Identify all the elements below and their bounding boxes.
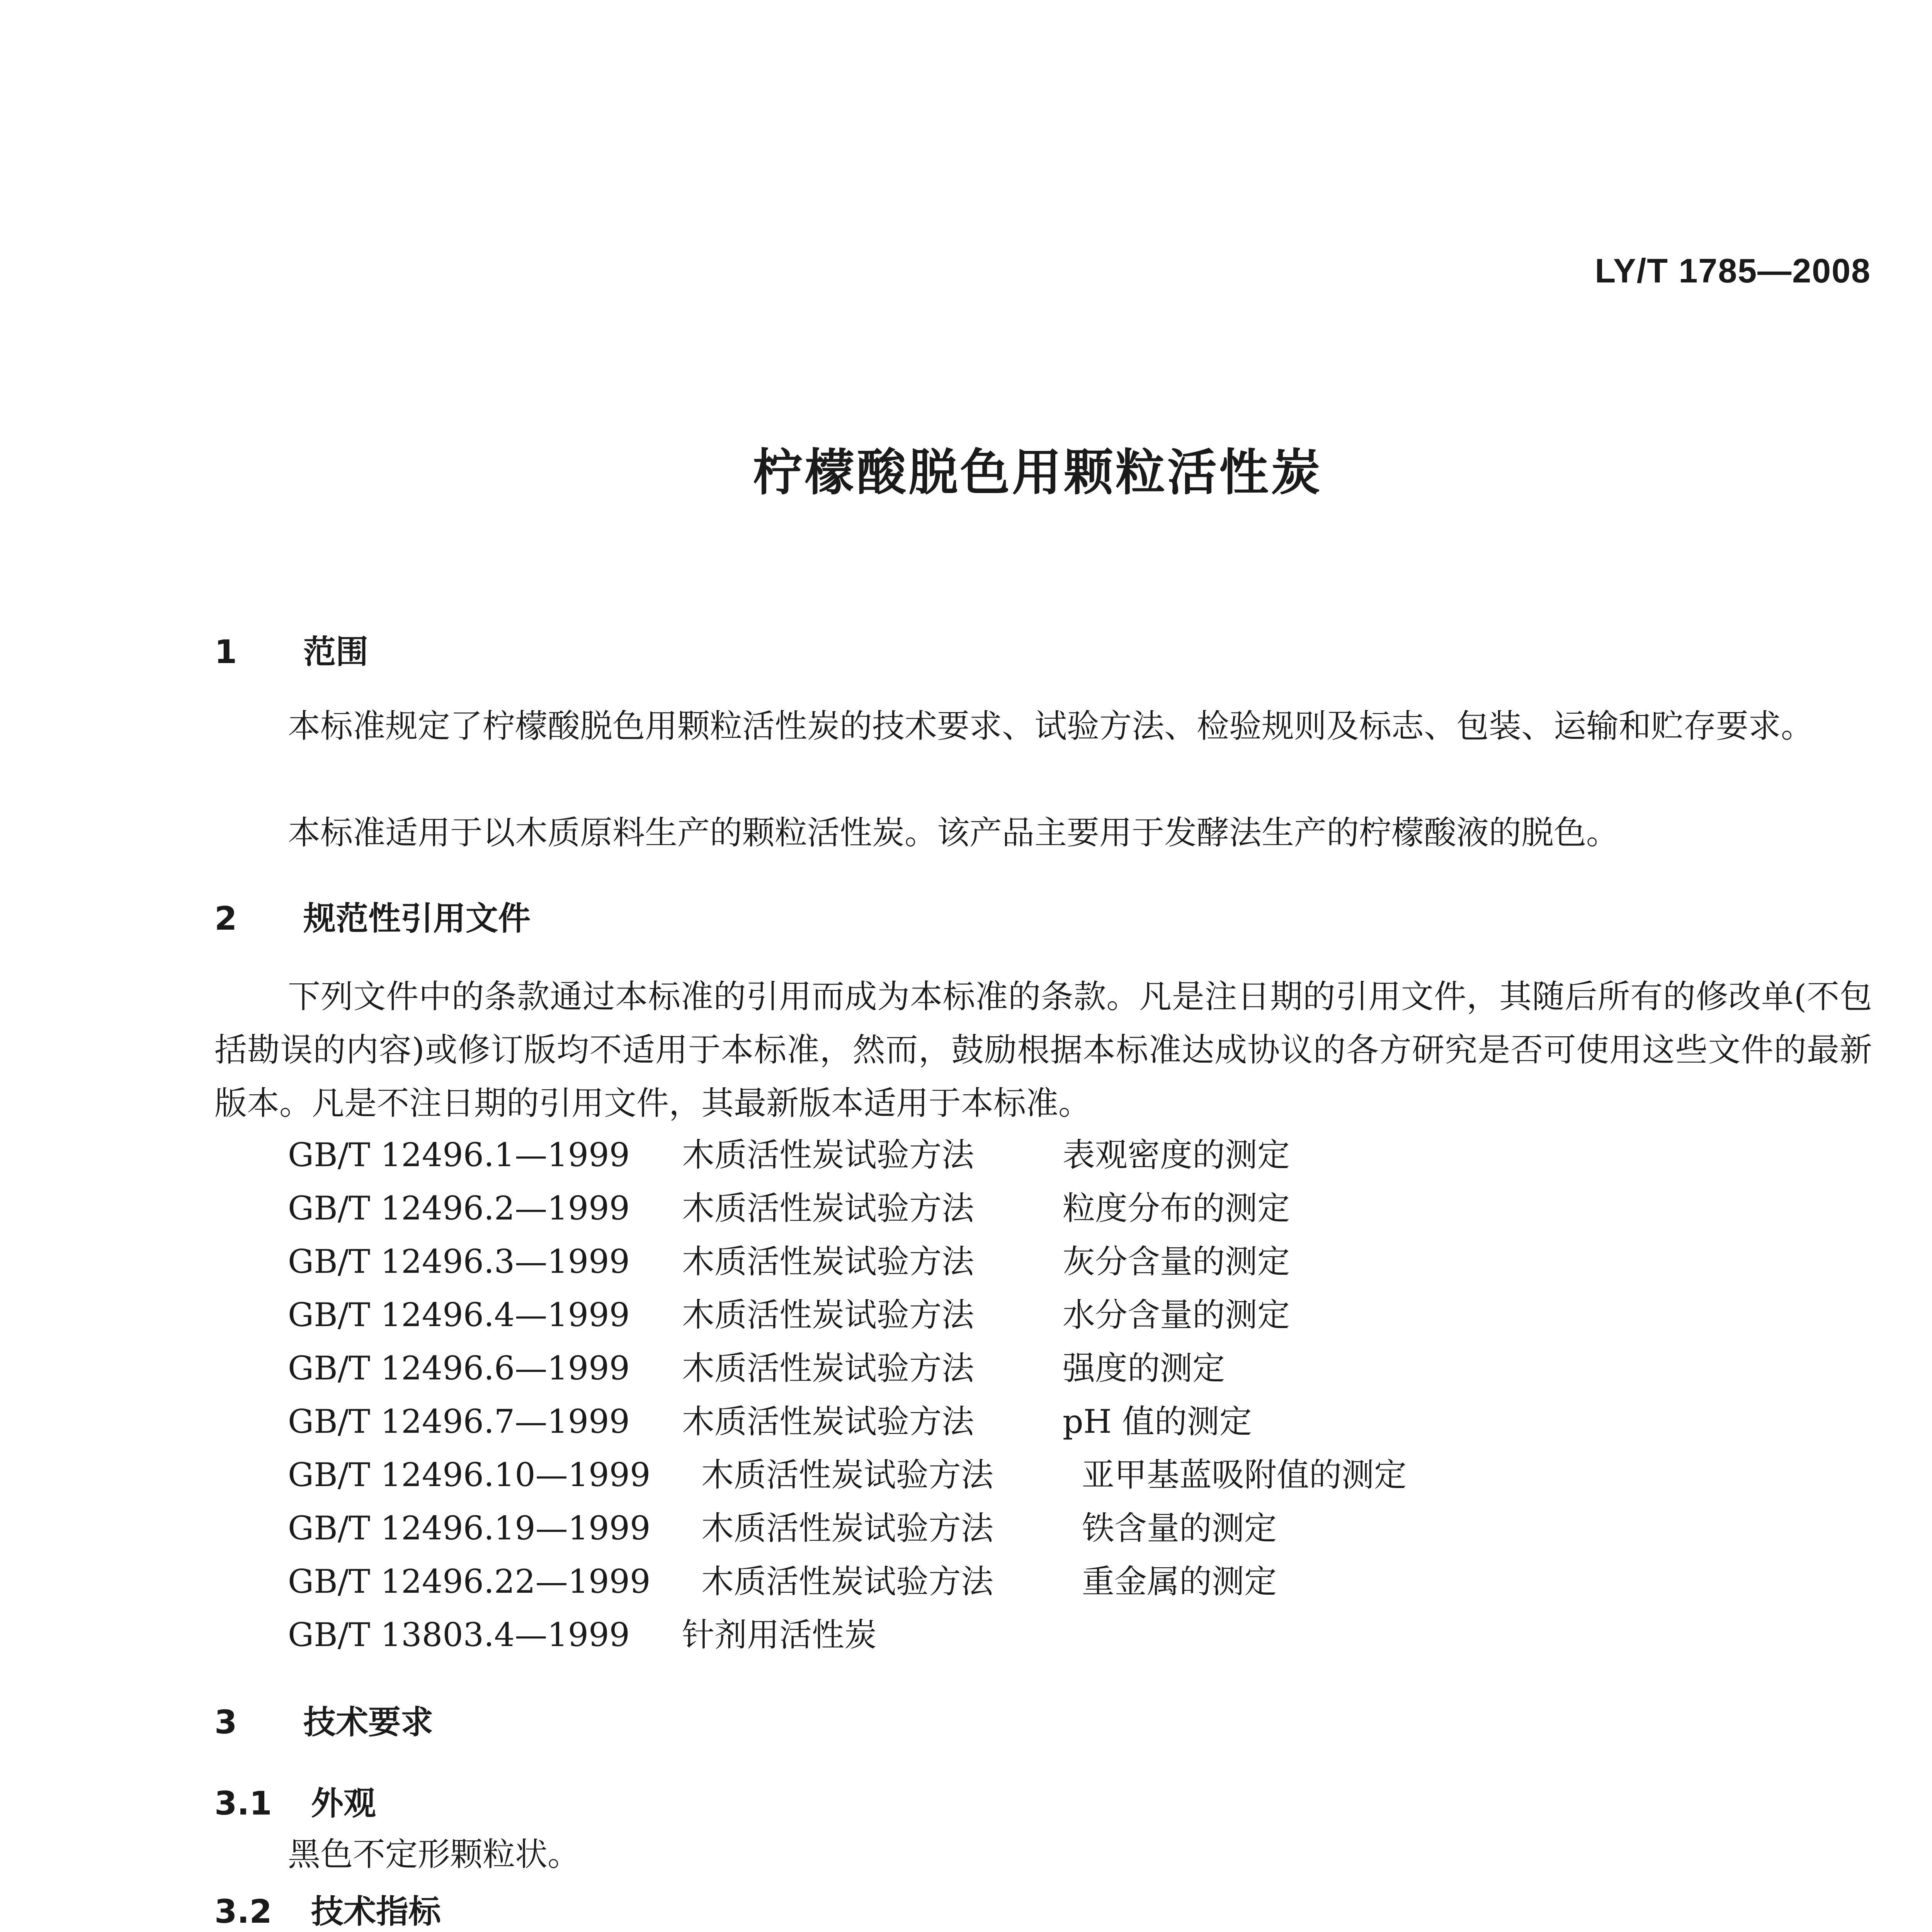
section-number: 3 (214, 1703, 237, 1741)
document-title: 柠檬酸脱色用颗粒活性炭 (753, 444, 1323, 502)
section-title: 技术要求 (303, 1703, 434, 1741)
section-2-heading (214, 893, 531, 939)
section-3-1-text: 黑色不定形颗粒状。 (288, 1835, 580, 1873)
section-3-heading (214, 1696, 433, 1743)
section-title: 规范性引用文件 (303, 900, 531, 937)
section-number: 3.1 (214, 1784, 272, 1822)
section-number: 3.2 (214, 1893, 272, 1930)
standard-code: LY/T 1785—2008 (1595, 252, 1871, 290)
section-title: 技术指标 (311, 1893, 441, 1930)
section-1-heading (214, 626, 368, 673)
section-number: 1 (214, 633, 237, 671)
document-page: LY/T 1785—2008 柠檬酸脱色用颗粒活性炭 1 范围 本标准规定了柠檬酸脱色用颗粒活性炭的技术要求、试验方法、检验规则及标志、包装、运输和贮存要求。 本标准适用于以木质原料生产的颗粒活性炭。该产品主要用于发酵法生产的柠檬酸液的脱色。 2 规范性引用文件 下列文件中的条款通过本标准的引用而成为本标准的条款。凡是注日期的引用文件，其随后所有的修改单(不包括勘误的内容)或修订版均不适用于本标准，然而，鼓励根据本标准达成协议的各方研究是否可使用这些文件的最新版本。凡是不注日期的引用文件，其最新版本适用于本标准。 GB/T 12496.1—1999 木质活性炭试验方法 表观密度的测定 GB/T 12496.2—1999 木质活性炭试验方法 粒度分布的测定 GB/T 12496.3—1999 木质活性炭试验方法 灰分含量的测定 GB/T 12496.4—1999 木质活性炭试验方法 水分含量的测定 GB/T 12496.6—1999 木质活性炭试验方法 强度的测定 GB/T 12496.7—1999 木质活性炭试验方法 pH 值的测定 GB/T 12496.10—1999 木质活性炭试验方法 亚甲基蓝吸附值的测定 GB/T 12496.19—1999 木质活性炭试验方法 铁含量的测定 GB/T 12496.22—1999 木质活性炭试验方法 重金属的测定 GB/T 13803.4—1999 针剂用活性炭 3 技术要求 3.1 外观 黑色不定形颗粒状。 3.2 技术指标 (0, 0, 1932, 1932)
section-1-paragraph-2: 本标准适用于以木质原料生产的颗粒活性炭。该产品主要用于发酵法生产的柠檬酸液的脱色。 (288, 814, 1619, 852)
section-3-1-heading (214, 1777, 376, 1824)
section-number: 2 (214, 900, 237, 937)
section-1-paragraph-1: 本标准规定了柠檬酸脱色用颗粒活性炭的技术要求、试验方法、检验规则及标志、包装、运输和贮存要求。 (288, 707, 1814, 745)
section-2-paragraph: 下列文件中的条款通过本标准的引用而成为本标准的条款。凡是注日期的引用文件，其随后所有的修改单(不包括勘误的内容)或修订版均不适用于本标准，然而，鼓励根据本标准达成协议的各方研究是否可使用这些文件的最新版本。凡是不注日期的引用文件，其最新版本适用于本标准。 (214, 978, 1872, 1122)
section-3-2-heading (214, 1886, 441, 1932)
section-title: 外观 (311, 1784, 376, 1822)
section-title: 范围 (303, 633, 369, 671)
